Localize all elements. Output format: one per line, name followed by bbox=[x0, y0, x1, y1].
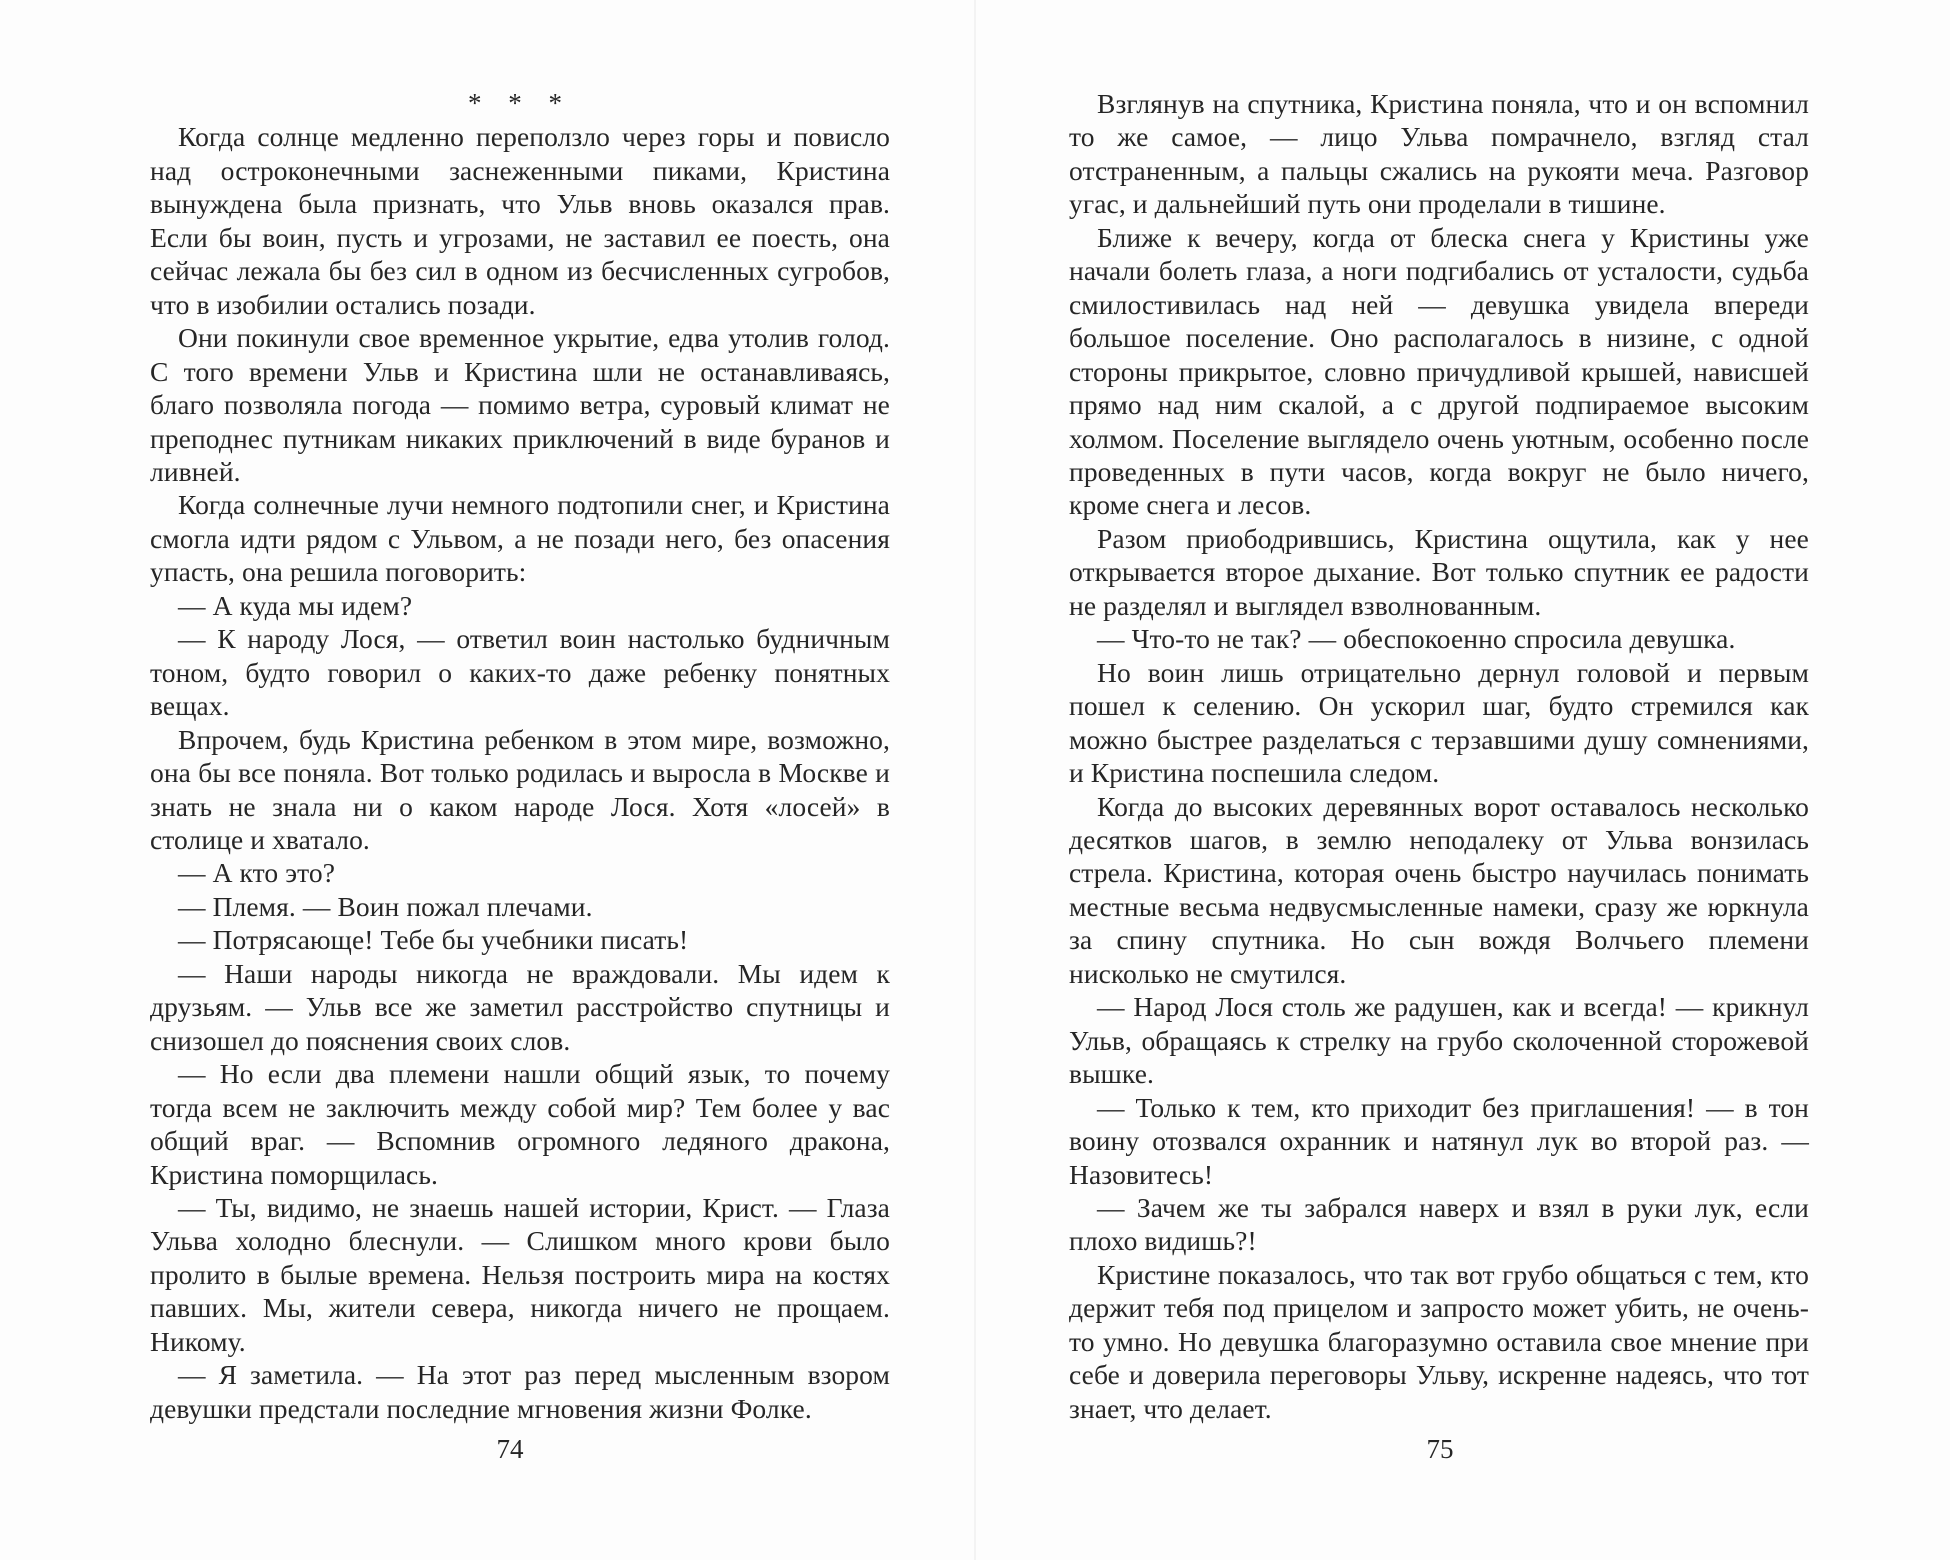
paragraph: — Только к тем, кто приходит без приглашения! — в тон воину отозвался охранник и натянул лук во второй раз. — Назовитесь! bbox=[1069, 1091, 1809, 1190]
paragraph: — Ты, видимо, не знаешь нашей истории, Крист. — Глаза Ульва холодно блеснули. — Слишком много крови было пролито в былые времена. Нельзя построить мира на костях павших. Мы, жители севера, никогда ничего не прощаем. Никому. bbox=[150, 1191, 890, 1357]
paragraph: Кристине показалось, что так вот грубо общаться с тем, кто держит тебя под прицелом и запросто может убить, не очень-то умно. Но девушка благоразумно оставила свое мнение при себе и доверила переговоры Ульву, искренне надеясь, что тот знает, что делает. bbox=[1069, 1258, 1809, 1424]
paragraph: — Но если два племени нашли общий язык, то почему тогда всем не заключить между собой мир? Тем более у вас общий враг. — Вспомнив огромного ледяного дракона, Кристина поморщилась. bbox=[150, 1058, 890, 1190]
paragraph: Разом приободрившись, Кристина ощутила, как у нее открывается второе дыхание. Вот только спутник ее радости не разделял и выглядел взволнованным. bbox=[1069, 522, 1809, 621]
section-break: * * * bbox=[468, 88, 572, 118]
paragraph: — К народу Лося, — ответил воин настолько будничным тоном, будто говорил о каких-то даже ребенку понятных вещах. bbox=[150, 623, 890, 722]
paragraph: Взглянув на спутника, Кристина поняла, что и он вспомнил то же самое, — лицо Ульва помрачнело, взгляд стал отстраненным, а пальцы сжались на рукояти меча. Разговор угас, и дальнейший путь они проделали в тишине. bbox=[1069, 88, 1809, 220]
paragraph: Когда солнечные лучи немного подтопили снег, и Кристина смогла идти рядом с Ульвом, а не позади него, без опасения упасть, она решила поговорить: bbox=[150, 489, 890, 588]
paragraph: Но воин лишь отрицательно дернул головой и первым пошел к селению. Он ускорил шаг, будто стремился как можно быстрее разделаться с терзавшими душу сомнениями, и Кристина поспешила следом. bbox=[1069, 656, 1809, 789]
paragraph: Они покинули свое временное укрытие, едва утолив голод. С того времени Ульв и Кристина шли не останавливаясь, благо позволяла погода — помимо ветра, суровый климат не преподнес путникам никаких приключений в виде буранов и ливней. bbox=[150, 322, 890, 487]
paragraph: — Народ Лося столь же радушен, как и всегда! — крикнул Ульв, обращаясь к стрелку на грубо сколоченной сторожевой вышке. bbox=[1069, 991, 1809, 1090]
left-page-text bbox=[150, 87, 890, 1425]
page-number: 75 bbox=[1426, 1434, 1454, 1464]
paragraph: Когда до высоких деревянных ворот оставалось несколько десятков шагов, в землю неподалеку от Ульва вонзилась стрела. Кристина, которая очень быстро научилась понимать местные весьма недвусмысленные намеки, сразу же юркнула за спину спутника. Но сын вождя Волчьего племени нисколько не смутился. bbox=[1069, 790, 1809, 989]
paragraph: — Зачем же ты забрался наверх и взял в руки лук, если плохо видишь?! bbox=[1069, 1191, 1809, 1257]
paragraph: Ближе к вечеру, когда от блеска снега у Кристины уже начали болеть глаза, а ноги подгибались от усталости, судьба смилостивилась над ней — девушка увидела впереди большое поселение. Оно располагалось в низине, с одной стороны прикрытое, словно причудливой крышей, нависшей прямо над ним скалой, а с другой подпираемое высоким холмом. Поселение выглядело очень уютным, особенно после проведенных в пути часов, когда вокруг не было ничего, кроме снега и лесов. bbox=[1069, 221, 1809, 521]
paragraph: — А куда мы идем? bbox=[178, 589, 413, 621]
right-page bbox=[975, 0, 1950, 1560]
page-number: 74 bbox=[496, 1434, 524, 1464]
paragraph: — Я заметила. — На этот раз перед мысленным взором девушки предстали последние мгновения жизни Фолке. bbox=[150, 1359, 890, 1424]
paragraph: — Племя. — Воин пожал плечами. bbox=[178, 890, 593, 922]
paragraph: — Наши народы никогда не враждовали. Мы идем к друзьям. — Ульв все же заметил расстройство спутницы и снизошел до пояснения своих слов. bbox=[150, 957, 890, 1056]
paragraph: — Что-то не так? — обеспокоенно спросила девушка. bbox=[1097, 623, 1736, 655]
paragraph: Впрочем, будь Кристина ребенком в этом мире, возможно, она бы все поняла. Вот только родилась и выросла в Москве и знать не знала ни о каком народе Лося. Хотя «лосей» в столице и хватало. bbox=[150, 723, 890, 855]
paragraph: — Потрясающе! Тебе бы учебники писать! bbox=[178, 924, 689, 956]
paragraph: — А кто это? bbox=[178, 857, 336, 889]
right-page-text bbox=[1069, 87, 1809, 1425]
paragraph: Когда солнце медленно переползло через горы и повисло над остроконечными заснеженными пиками, Кристина вынуждена была признать, что Ульв вновь оказался прав. Если бы воин, пусть и угрозами, не заставил ее поесть, она сейчас лежала бы без сил в одном из бесчисленных сугробов, что в изобилии остались позади. bbox=[150, 121, 890, 320]
